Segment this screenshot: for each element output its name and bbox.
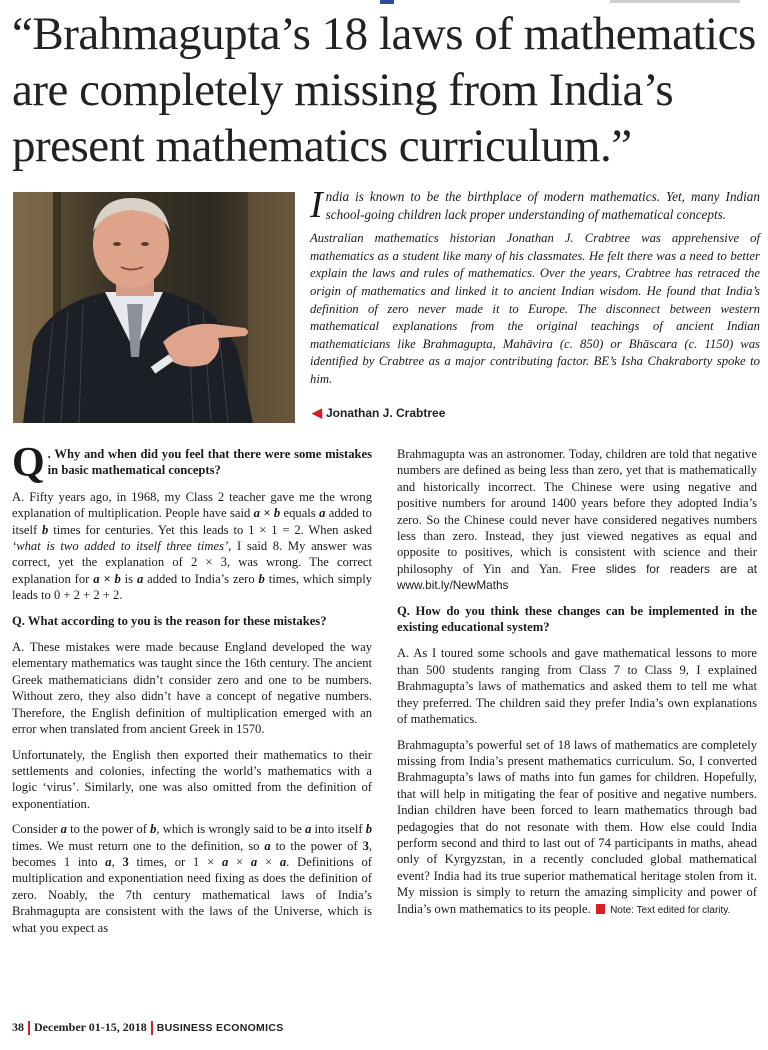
top-strip-gray xyxy=(610,0,740,3)
answer-2-paragraph-2: Unfortunately, the English then exported their mathematics to their settlements and colonies, infecting the world’s mathematics with a logic ‘virus’. Similarly, one was also omitted from the definition of exponentiation. xyxy=(12,747,372,811)
portrait-photo-icon xyxy=(13,192,295,423)
answer-2-math: a xyxy=(264,838,271,853)
answer-2-math: b xyxy=(365,822,373,837)
answer-2-text: . Definitions of multiplication and exponentiation need fixing as does the definition of zero. Noably, the 7th century mathematical laws of India’s Brahmagupta are consistent with the laws of the Universe, which is what you expect as xyxy=(12,854,372,935)
intro-body-paragraph: Australian mathematics historian Jonathan J. Crabtree was apprehensive of mathematics as a student like many of his classmates. He felt there was a need to better explain the laws and rules of mathematics. Over the years, Crabtree has retraced the origin of mathematics and linked it to ancient Indian wisdom. He found that India’s definition of zero never made it to Europe. The disconnect between western mathematical explanations from the original teachings of ancient Indian mathematicians like Brahmagupta, Mahāvira (c. 850) or Bhāscara (c. 1150) was identified by Crabtree as a major contributing factor. BE’s Isha Chakraborty spoke to him. xyxy=(310,231,760,386)
answer-2-math: b xyxy=(150,822,157,837)
question-1-dropcap: Q xyxy=(12,440,45,486)
question-1-text: . Why and when did you feel that there were some mistakes in basic mathematical concepts? xyxy=(47,447,372,478)
answer-2-text: Consider xyxy=(12,822,61,837)
headline xyxy=(12,6,757,174)
issue-date: December 01-15, 2018 xyxy=(34,1020,147,1034)
intro-dropcap: I xyxy=(310,184,323,226)
footer-divider xyxy=(28,1021,30,1035)
headline-line-3: present mathematics curriculum.” xyxy=(12,120,632,172)
headline-line-1: “Brahmagupta’s 18 laws of mathematics xyxy=(12,8,756,60)
right-column xyxy=(397,446,757,928)
answer-2-text: to the power of xyxy=(270,838,363,853)
page-number: 38 xyxy=(12,1020,24,1034)
answer-1-quote: ‘what is two added to itself three times’ xyxy=(12,539,229,554)
answer-2-text: times. We must return one to the definition, so xyxy=(12,838,265,853)
answer-1-text: added to India’s zero xyxy=(143,571,259,586)
answer-1-text: A. Fifty years ago, in 1968, my Class 2 teacher gave me the wrong explanation of multiplication. People have said xyxy=(12,489,372,521)
publication-name: BUSINESS ECONOMICS xyxy=(156,1021,284,1034)
answer-1-text: , I said 8. My answer was correct, yet the explanation of 2 × 3, was wrong. The correct explanation for xyxy=(12,539,372,586)
headline-line-2: are completely missing from India’s xyxy=(12,64,674,116)
answer-2-math: a xyxy=(279,854,287,869)
slides-link[interactable]: Free slides for readers are at www.bit.ly/NewMaths xyxy=(397,561,757,593)
answer-2-text: times, or 1 × xyxy=(128,854,222,869)
answer-3-text: Brahmagupta’s powerful set of 18 laws of mathematics are completely missing from India’s present mathematics curriculum. So, I converted Brahmagupta’s laws of maths into fun games for children. Hopefully, that will help in mitigating the fear of positive and negative numbers. Indian children have been forced to learn mathematics through bad pedagogies that do not resonate with them. How else could India perform second and third to last out of 74 participants in maths, ahead only of Kyrgyzstan, in a recently concluded global mathematical event? India had its true superior mathematical heritage stolen from it. My mission is simply to return the amazing simplicity and power of India’s own mathematics to its people. xyxy=(397,737,757,916)
question-1 xyxy=(12,440,372,486)
question-2: Q. What according to you is the reason for these mistakes? xyxy=(12,613,327,628)
intro-lead-paragraph xyxy=(310,184,760,226)
question-3: Q. How do you think these changes can be implemented in the existing educational system? xyxy=(397,603,757,635)
answer-2-math: a xyxy=(105,854,112,869)
answer-2-text: , which is wrongly said to be xyxy=(156,822,306,837)
intro-lead-text: ndia is known to be the birthplace of modern mathematics. Yet, many Indian school-going children lack proper understanding of mathematical concepts. xyxy=(325,189,760,222)
answer-1-text: equals xyxy=(280,506,320,521)
edit-note: Note: Text edited for clarity. xyxy=(610,904,731,916)
answer-2-math: a xyxy=(221,854,229,869)
answer-1-math: a × b xyxy=(253,506,281,521)
left-column xyxy=(12,440,373,945)
answer-2-paragraph-3 xyxy=(12,821,372,936)
answer-3-paragraph-2 xyxy=(397,737,757,919)
intro-standfirst xyxy=(310,184,760,396)
answer-2-continued xyxy=(397,446,757,594)
portrait-photo xyxy=(13,192,295,423)
answer-1-math: a xyxy=(136,571,144,586)
answer-2-math: a xyxy=(60,822,67,837)
caption-name: Jonathan J. Crabtree xyxy=(326,406,446,420)
answer-1-math: b xyxy=(42,522,49,537)
answer-2-paragraph-1: A. These mistakes were made because England developed the way elementary mathematics was taught since the 16th century. The ancient Greek mathematicians didn’t consider zero and one to be numbers. Without zero, they also didn’t have a concept of negative numbers. Therefore, the English definition of multiplication emerged with an error when translated from ancient Greek in 1570. xyxy=(12,640,372,737)
answer-1-text: added to itself xyxy=(12,506,372,537)
answer-2-math: a xyxy=(250,854,258,869)
answer-2-text: × xyxy=(257,854,280,869)
page-footer xyxy=(12,1020,284,1035)
answer-2-math: 3 xyxy=(122,854,129,869)
answer-2-math: 3 xyxy=(362,838,369,853)
end-mark-icon xyxy=(596,904,605,914)
answer-1-math: b xyxy=(258,571,265,586)
photo-caption xyxy=(312,405,445,421)
answer-1-text: times for centuries. Yet this leads to 1 × 1 = 2. When asked xyxy=(48,522,372,537)
answer-2-continued-text: Brahmagupta was an astronomer. Today, children are told that negative numbers are defined as being less than zero, yet that is mathematically and historically incorrect. The Chinese were using negative and positive numbers for around 1400 years before they adopted India’s zero. So the Chinese could never have considered negatives numbers less than zero. Instead, they just viewed negatives as equal and opposite to positives, which is consistent with science and their philosophy of Yin and Yan. xyxy=(397,447,757,576)
top-strip-blue xyxy=(380,0,394,4)
answer-1-text: is xyxy=(120,571,137,586)
answer-2-text: , becomes 1 into xyxy=(12,838,373,869)
answer-2-math: a xyxy=(305,822,312,837)
footer-divider xyxy=(151,1021,153,1035)
answer-3-paragraph-1: A. As I toured some schools and gave mathematical lessons to more than 500 students ranging from Class 7 to Class 9, I explained Brahmagupta’s laws of mathematics and asked them to tell me what they preferred. The children said they prefer India’s own explanations of mathematics. xyxy=(397,646,757,727)
answer-1-math: a xyxy=(319,506,326,521)
answer-2-text: into itself xyxy=(311,822,366,837)
answer-2-text: , xyxy=(111,854,123,869)
answer-1-math: a × b xyxy=(93,571,121,586)
caption-triangle-icon: ◀ xyxy=(312,405,322,420)
answer-1 xyxy=(12,489,372,604)
answer-2-text: × xyxy=(228,854,251,869)
answer-2-text: to the power of xyxy=(66,822,151,837)
answer-1-text: times, which simply leads to 0 + 2 + 2 + 2. xyxy=(12,571,372,603)
